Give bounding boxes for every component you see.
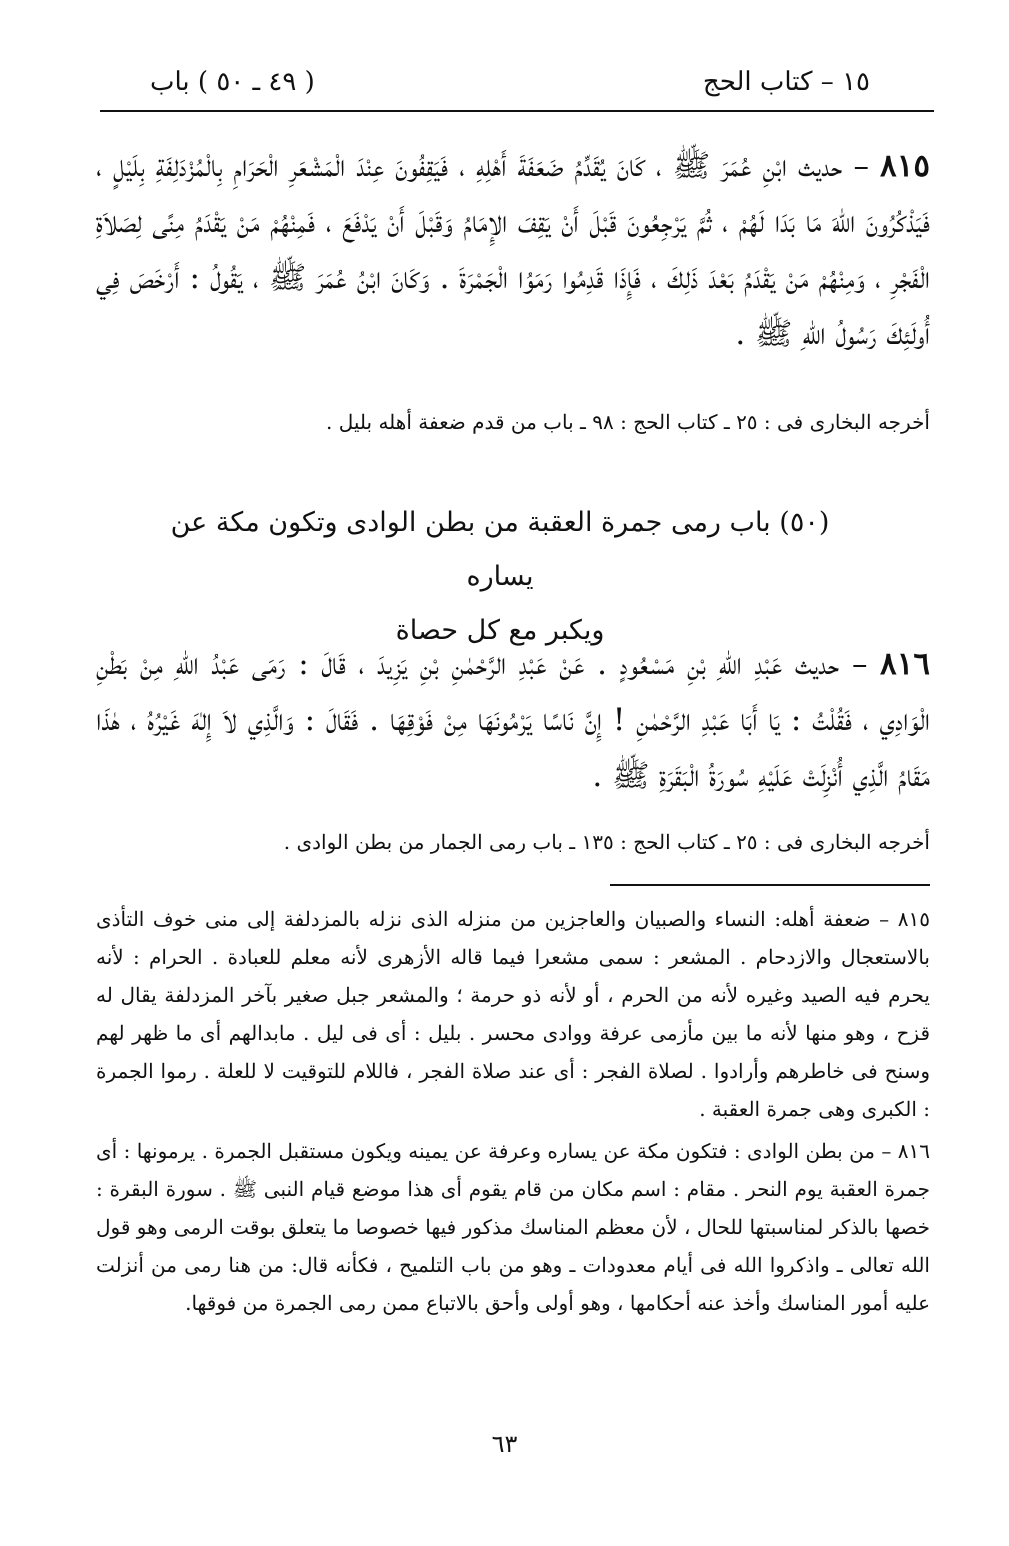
hadith-text: – حديث ابْنِ عُمَرَ ﷺ ، كَانَ يُقَدِّمُ ضَعَفَةَ أَهْلِهِ ، فَيَقِفُونَ عِنْدَ الْمَشْعَرِ الْحَرَامِ بِالْمُزْدَلِفَةِ بِلَيْلٍ ، فَيَذْكُرُونَ اللهَ مَا بَدَا لَهُمْ ، ثُمَّ يَرْجِعُونَ قَبْلَ أَنْ يَقِفَ الإِمَامُ وَقَبْلَ أَنْ يَدْفَعَ ، فَمِنْهُمْ مَنْ يَقْدَمُ مِنًى لِصَلاَةِ الْفَجْرِ ، وَمِنْهُمْ مَنْ يَقْدَمُ بَعْدَ ذَلِكَ ، فَإِذَا قَدِمُوا رَمَوُا الْجَمْرَةَ . وَكَانَ ابْنُ عُمَرَ ﷺ ، يَقُولُ : أَرْخَصَ فِي أُولَئِكَ رَسُولُ اللهِ ﷺ . (96, 148, 930, 352)
footnote-816: ٨١٦ – من بطن الوادى : فتكون مكة عن يساره وعرفة عن يمينه ويكون مستقبل الجمرة . يرمونها : أى جمرة العقبة يوم النحر . مقام : اسم مكان من قام يقوم أى هذا موضع قيام النبى ﷺ . سورة البقرة : خصها بالذكر لمناسبتها للحال ، لأن معظم المناسك مذكور فيها خصوصا ما يتعلق بوقت الرمى وهو قول الله تعالى ـ واذكروا الله فى أيام معدودات ـ وهو من باب التلميح ، فكأنه قال: من هنا رمى من أنزلت عليه أمور المناسك وأخذ عنه أحكامها ، وهو أولى وأحق بالاتباع ممن رمى الجمرة من فوقها. (96, 1139, 930, 1315)
hadith-text: – حديث عَبْدِ اللهِ بْنِ مَسْعُودٍ . عَنْ عَبْدِ الرَّحْمٰنِ بْنِ يَزِيدَ ، قَالَ : رَمَى عَبْدُ اللهِ مِنْ بَطْنِ الْوَادِي ، فَقُلْتُ : يَا أَبَا عَبْدِ الرَّحْمٰنِ ! إِنَّ نَاسًا يَرْمُونَهَا مِنْ فَوْقِهَا . فَقَالَ : وَالَّذِي لاَ إِلٰهَ غَيْرُهُ ، هٰذَا مَقَامُ الَّذِي أُنْزِلَتْ عَلَيْهِ سُورَةُ الْبَقَرَةِ ﷺ . (96, 646, 930, 794)
hadith-816 (96, 636, 930, 804)
header-chapter: ١٥ – كتاب الحج (702, 67, 870, 97)
hadith-number: ٨١٥ (880, 148, 930, 184)
chapter-heading (150, 496, 850, 658)
hadith-816-source: أخرجه البخارى فى : ٢٥ ـ كتاب الحج : ١٣٥ ـ باب رمى الجمار من بطن الوادى . (283, 830, 930, 854)
page-number: ٦٣ (491, 1430, 518, 1458)
hadith-number: ٨١٦ (880, 646, 930, 682)
header-rule (100, 110, 934, 112)
footnote-rule (610, 884, 930, 886)
hadith-815-source: أخرجه البخارى فى : ٢٥ ـ كتاب الحج : ٩٨ ـ باب من قدم ضعفة أهله بليل . (326, 410, 930, 434)
chapter-title-line1: (٥٠) باب رمى جمرة العقبة من بطن الوادى وتكون مكة عن يساره (170, 507, 830, 592)
chapter-title-line2: ويكبر مع كل حصاة (395, 615, 605, 646)
hadith-815 (96, 138, 930, 362)
header-bab-range: ( ٤٩ ـ ٥٠ ) باب (150, 67, 315, 97)
running-header (150, 62, 870, 102)
footnotes (96, 900, 930, 1326)
footnote-815: ٨١٥ – ضعفة أهله: النساء والصبيان والعاجزين من منزله الذى نزله بالمزدلفة إلى منى خوف التأذى بالاستعجال والازدحام . المشعر : سمى مشعرا فيما قاله الأزهرى لأنه معلم للعبادة . الحرام : لأنه يحرم فيه الصيد وغيره لأنه من الحرم ، أو لأنه ذو حرمة ؛ والمشعر جبل صغير بآخر المزدلفة يقال له قزح ، وهو منها لأنه ما بين مأزمى عرفة ووادى محسر . بليل : أى فى ليل . مابدالهم أى ما ظهر لهم وسنح فى خاطرهم وأرادوا . لصلاة الفجر : أى عند صلاة الفجر ، فاللام للتوقيت لا للعلة . رموا الجمرة : الكبرى وهى جمرة العقبة . (96, 907, 930, 1121)
